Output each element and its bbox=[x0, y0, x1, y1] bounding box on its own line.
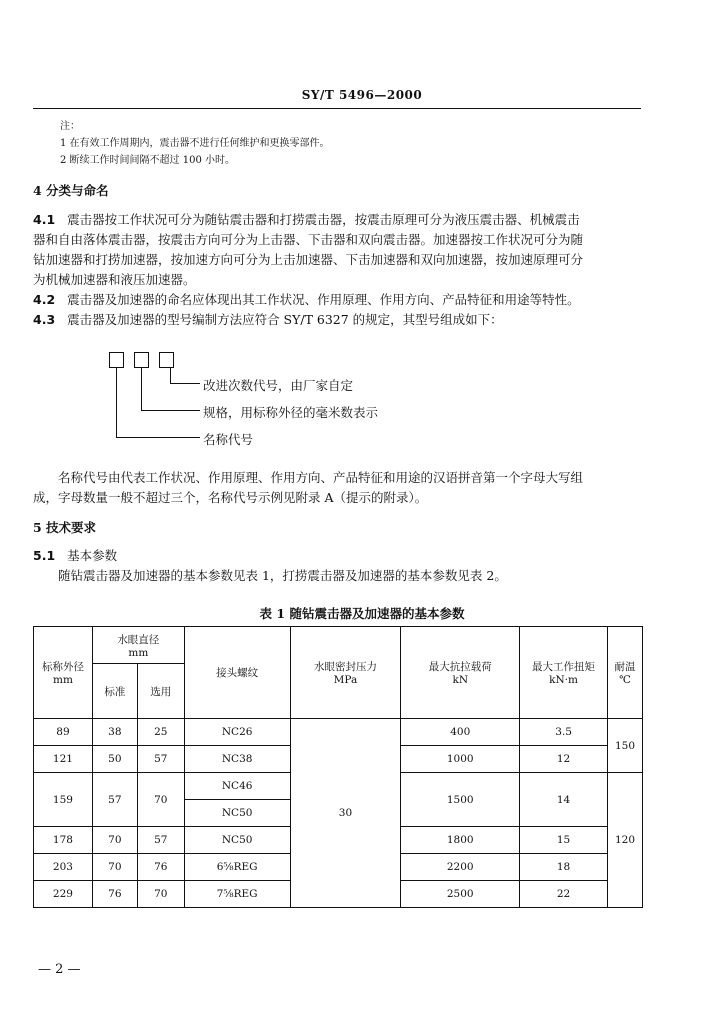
clause-number: 4.1 bbox=[33, 212, 56, 227]
cell-thread: NC50 bbox=[184, 827, 290, 854]
cell-od: 121 bbox=[34, 746, 93, 773]
leader-line bbox=[116, 437, 200, 438]
code-label-revision: 改进次数代号，由厂家自定 bbox=[203, 378, 354, 393]
clause-4-1-line-4: 为机械加速器和液压加速器。 bbox=[33, 272, 196, 287]
notes-label: 注： bbox=[60, 121, 80, 132]
cell-std: 38 bbox=[92, 719, 137, 746]
cell-od: 159 bbox=[34, 773, 93, 827]
leader-line bbox=[170, 383, 200, 384]
note-item-1: 1 在有效工作周期内，震击器不进行任何维护和更换零部件。 bbox=[60, 138, 330, 149]
cell-tensile: 1000 bbox=[401, 746, 520, 773]
clause-4-3 bbox=[33, 310, 503, 329]
cell-thread: NC38 bbox=[184, 746, 290, 773]
cell-od: 178 bbox=[34, 827, 93, 854]
cell-std: 50 bbox=[92, 746, 137, 773]
cell-std: 57 bbox=[92, 773, 137, 827]
clause-5-1-text: 随钻震击器及加速器的基本参数见表 1，打捞震击器及加速器的基本参数见表 2。 bbox=[58, 568, 507, 583]
cell-tensile: 400 bbox=[401, 719, 520, 746]
clause-4-3-text: 震击器及加速器的型号编制方法应符合 SY/T 6327 的规定，其型号组成如下： bbox=[67, 312, 503, 327]
explain-line-2: 成，字母数量一般不超过三个，名称代号示例见附录 A（提示的附录）。 bbox=[33, 490, 428, 505]
code-box-spec bbox=[134, 352, 149, 368]
cell-tensile: 1800 bbox=[401, 827, 520, 854]
cell-torque: 12 bbox=[520, 746, 608, 773]
cell-std: 70 bbox=[92, 854, 137, 881]
cell-torque: 14 bbox=[520, 773, 608, 827]
header-bore-std: 标准 bbox=[92, 664, 137, 719]
section-5-heading: 5 技术要求 bbox=[33, 520, 97, 535]
cell-opt: 25 bbox=[137, 719, 184, 746]
clause-number: 4.2 bbox=[33, 292, 56, 307]
note-item-2: 2 断续工作时间间隔不超过 100 小时。 bbox=[60, 155, 235, 166]
code-label-name: 名称代号 bbox=[203, 432, 254, 447]
header-tensile: 最大抗拉载荷 kN bbox=[401, 627, 520, 719]
leader-line bbox=[141, 410, 200, 411]
header-seal: 水眼密封压力 MPa bbox=[290, 627, 401, 719]
cell-opt: 70 bbox=[137, 773, 184, 827]
clause-5-1-title: 基本参数 bbox=[67, 548, 118, 563]
cell-torque: 15 bbox=[520, 827, 608, 854]
cell-od: 89 bbox=[34, 719, 93, 746]
cell-temp: 150 bbox=[607, 719, 642, 773]
clause-4-1 bbox=[33, 210, 580, 229]
document-code: SY/T 5496—2000 bbox=[301, 88, 423, 102]
cell-opt: 76 bbox=[137, 854, 184, 881]
table-header-row bbox=[34, 627, 643, 664]
cell-thread: NC46 bbox=[184, 773, 290, 800]
header-bore: 水眼直径 mm bbox=[92, 627, 184, 664]
clause-4-1-line-3: 钻加速器和打捞加速器，按加速方向可分为上击加速器、下击加速器和双向加速器，按加速原理可分 bbox=[33, 252, 584, 267]
cell-torque: 18 bbox=[520, 854, 608, 881]
cell-seal: 30 bbox=[290, 719, 401, 908]
cell-tensile: 1500 bbox=[401, 773, 520, 827]
clause-4-2 bbox=[33, 290, 580, 309]
cell-std: 76 bbox=[92, 881, 137, 908]
section-4-heading: 4 分类与命名 bbox=[33, 183, 109, 198]
cell-tensile: 2500 bbox=[401, 881, 520, 908]
cell-torque: 3.5 bbox=[520, 719, 608, 746]
clause-5-1 bbox=[33, 546, 117, 565]
header-thread: 接头螺纹 bbox=[184, 627, 290, 719]
header-temp: 耐温 ℃ bbox=[607, 627, 642, 719]
leader-line bbox=[116, 367, 117, 437]
header-rule bbox=[33, 108, 641, 109]
cell-thread: 6⅝REG bbox=[184, 854, 290, 881]
leader-line bbox=[141, 367, 142, 410]
cell-std: 70 bbox=[92, 827, 137, 854]
cell-od: 203 bbox=[34, 854, 93, 881]
cell-torque: 22 bbox=[520, 881, 608, 908]
clause-4-1-line-2: 器和自由落体震击器，按震击方向可分为上击器、下击器和双向震击器。加速器按工作状况可分为随 bbox=[33, 232, 584, 247]
page-number: — 2 — bbox=[38, 962, 81, 977]
leader-line bbox=[170, 367, 171, 383]
code-box-name bbox=[109, 352, 124, 368]
parameter-table bbox=[33, 626, 643, 908]
cell-thread: NC26 bbox=[184, 719, 290, 746]
clause-4-2-text: 震击器及加速器的命名应体现出其工作状况、作用原理、作用方向、产品特征和用途等特性。 bbox=[67, 292, 580, 307]
cell-thread: NC50 bbox=[184, 800, 290, 827]
header-od: 标称外径 mm bbox=[34, 627, 93, 719]
clause-number: 4.3 bbox=[33, 312, 56, 327]
cell-opt: 70 bbox=[137, 881, 184, 908]
clause-4-1-line-1: 震击器按工作状况可分为随钻震击器和打捞震击器，按震击原理可分为液压震击器、机械震击 bbox=[67, 212, 580, 227]
code-box-revision bbox=[159, 352, 174, 368]
cell-opt: 57 bbox=[137, 746, 184, 773]
table-row bbox=[34, 719, 643, 746]
table-caption: 表 1 随钻震击器及加速器的基本参数 bbox=[259, 606, 465, 621]
clause-number: 5.1 bbox=[33, 548, 56, 563]
code-label-spec: 规格，用标称外径的毫米数表示 bbox=[203, 405, 379, 420]
header-bore-opt: 选用 bbox=[137, 664, 184, 719]
cell-temp: 120 bbox=[607, 773, 642, 908]
cell-opt: 57 bbox=[137, 827, 184, 854]
header-torque: 最大工作扭矩 kN·m bbox=[520, 627, 608, 719]
explain-line-1: 名称代号由代表工作状况、作用原理、作用方向、产品特征和用途的汉语拼音第一个字母大写组 bbox=[58, 470, 584, 485]
cell-thread: 7⅝REG bbox=[184, 881, 290, 908]
cell-od: 229 bbox=[34, 881, 93, 908]
cell-tensile: 2200 bbox=[401, 854, 520, 881]
